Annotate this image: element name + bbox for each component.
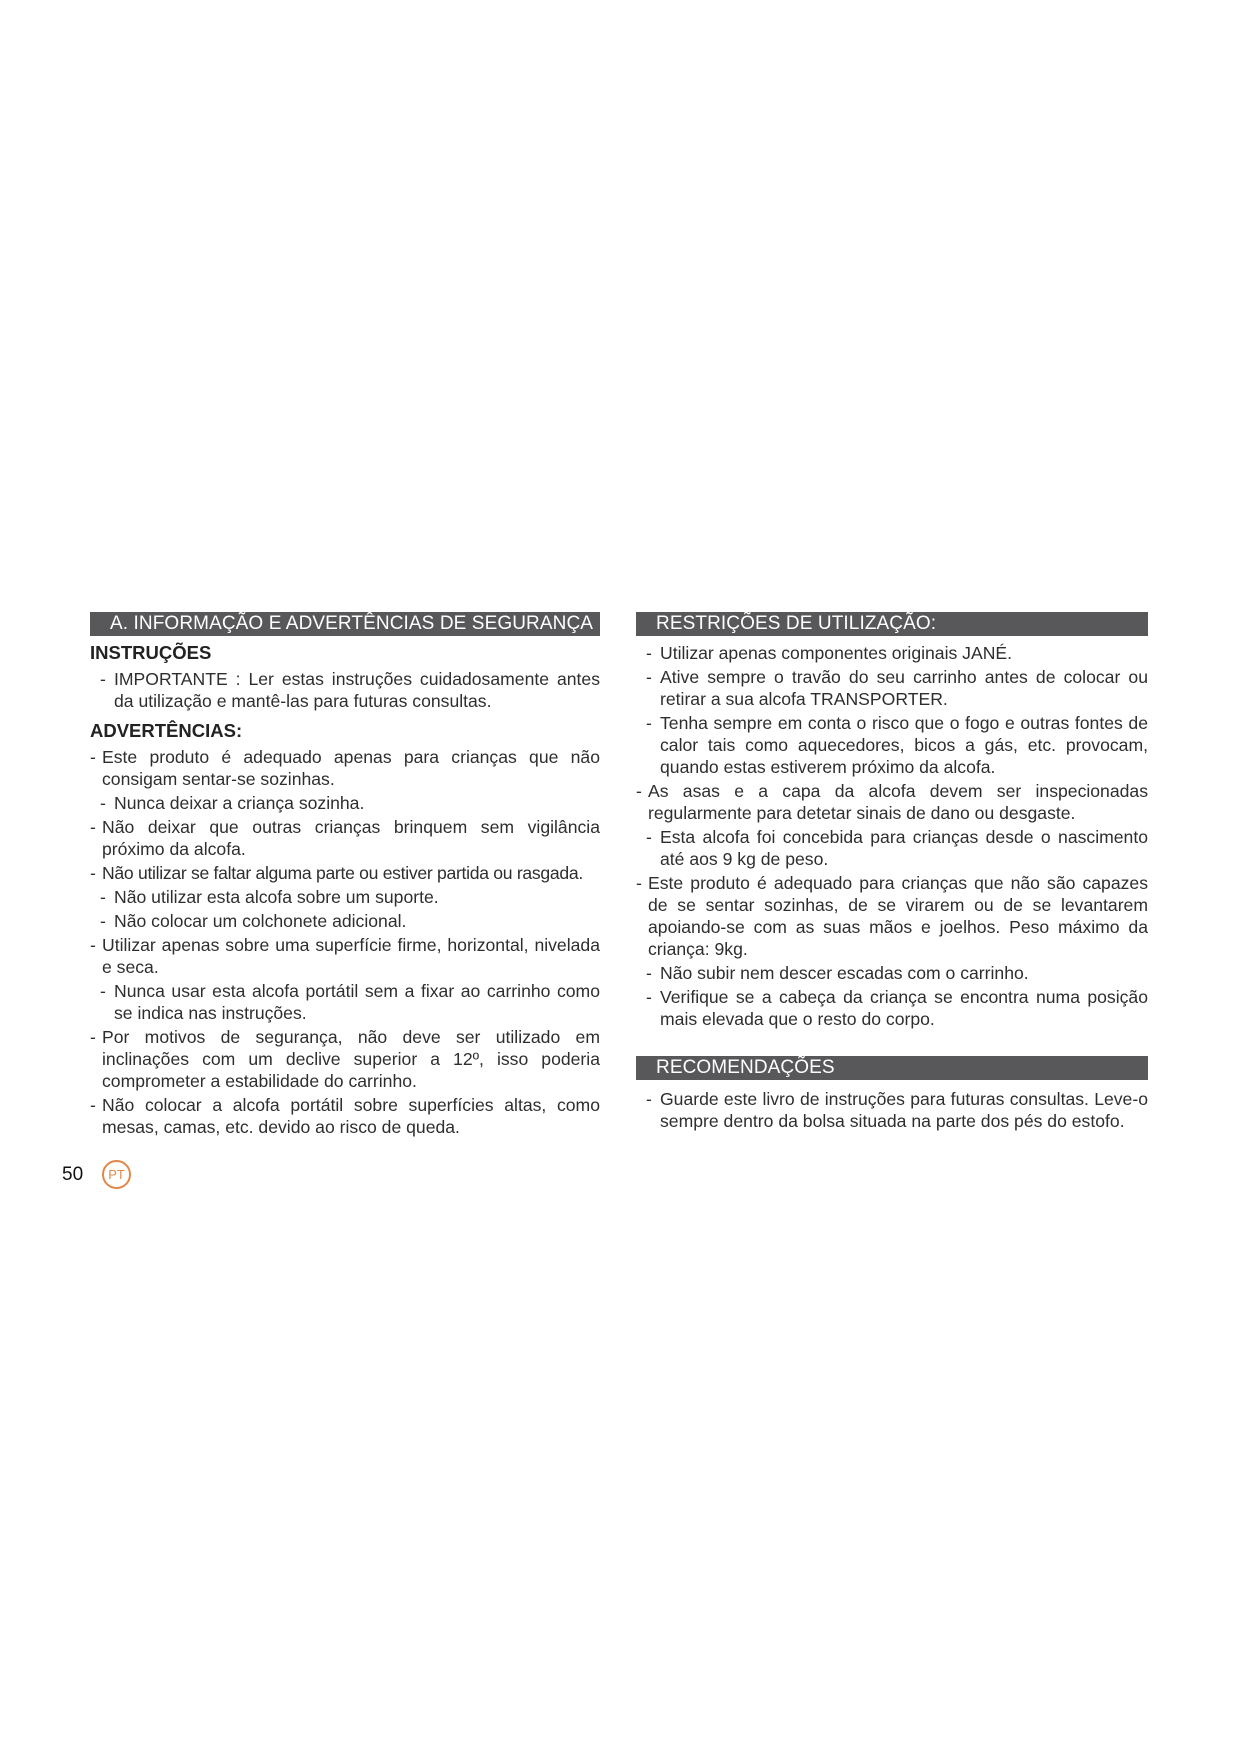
warning-item: - Este produto é adequado apenas para crianças que não consigam sentar-se sozinhas. xyxy=(90,746,600,790)
warning-item: - Nunca usar esta alcofa portátil sem a fixar ao carrinho como se indica nas instruções. xyxy=(90,980,600,1024)
left-column xyxy=(90,612,600,1138)
warning-item: - Utilizar apenas sobre uma superfície firme, horizontal, nivelada e seca. xyxy=(90,934,600,978)
warning-item: - Não colocar um colchonete adicional. xyxy=(90,910,600,932)
restriction-item: - As asas e a capa da alcofa devem ser inspecionadas regularmente para detetar sinais de dano ou desgaste. xyxy=(636,780,1148,824)
restriction-item: - Tenha sempre em conta o risco que o fogo e outras fontes de calor tais como aquecedores, bicos a gás, etc. provocam, quando estas estiverem próximo da alcofa. xyxy=(636,712,1148,778)
section-title-safety: A. INFORMAÇÃO E ADVERTÊNCIAS DE SEGURANÇA xyxy=(90,612,600,636)
warning-item: - Não utilizar se faltar alguma parte ou estiver partida ou rasgada. xyxy=(90,862,600,884)
warning-item: - Não deixar que outras crianças brinquem sem vigilância próximo da alcofa. xyxy=(90,816,600,860)
page-number: 50 xyxy=(62,1164,84,1185)
warning-item: - Nunca deixar a criança sozinha. xyxy=(90,792,600,814)
right-column xyxy=(636,612,1148,1132)
section-title-recommendations: RECOMENDAÇÕES xyxy=(636,1056,1148,1080)
language-badge: PT xyxy=(102,1160,131,1189)
warning-item: - Não utilizar esta alcofa sobre um suporte. xyxy=(90,886,600,908)
warning-item: - Por motivos de segurança, não deve ser utilizado em inclinações com um declive superior a 12º, isso poderia comprometer a estabilidade do carrinho. xyxy=(90,1026,600,1092)
restriction-item: - Esta alcofa foi concebida para crianças desde o nascimento até aos 9 kg de peso. xyxy=(636,826,1148,870)
section-title-restrictions: RESTRIÇÕES DE UTILIZAÇÃO: xyxy=(636,612,1148,636)
restriction-item: - Verifique se a cabeça da criança se encontra numa posição mais elevada que o resto do corpo. xyxy=(636,986,1148,1030)
restriction-item: - Não subir nem descer escadas com o carrinho. xyxy=(636,962,1148,984)
recommendation-item: - Guarde este livro de instruções para futuras consultas. Leve-o sempre dentro da bolsa situada na parte dos pés do estofo. xyxy=(636,1088,1148,1132)
instructions-item: - IMPORTANTE : Ler estas instruções cuidadosamente antes da utilização e mantê-las para futuras consultas. xyxy=(90,668,600,712)
restriction-item: - Utilizar apenas componentes originais JANÉ. xyxy=(636,642,1148,664)
warnings-heading: ADVERTÊNCIAS: xyxy=(90,720,243,741)
restriction-item: - Este produto é adequado para crianças que não são capazes de se sentar sozinhas, de se virarem ou de se levantarem apoiando-se com as suas mãos e joelhos. Peso máximo da criança: 9kg. xyxy=(636,872,1148,960)
restriction-item: - Ative sempre o travão do seu carrinho antes de colocar ou retirar a sua alcofa TRANSPORTER. xyxy=(636,666,1148,710)
warning-item: - Não colocar a alcofa portátil sobre superfícies altas, como mesas, camas, etc. devido ao risco de queda. xyxy=(90,1094,600,1138)
instructions-heading: INSTRUÇÕES xyxy=(90,642,212,663)
